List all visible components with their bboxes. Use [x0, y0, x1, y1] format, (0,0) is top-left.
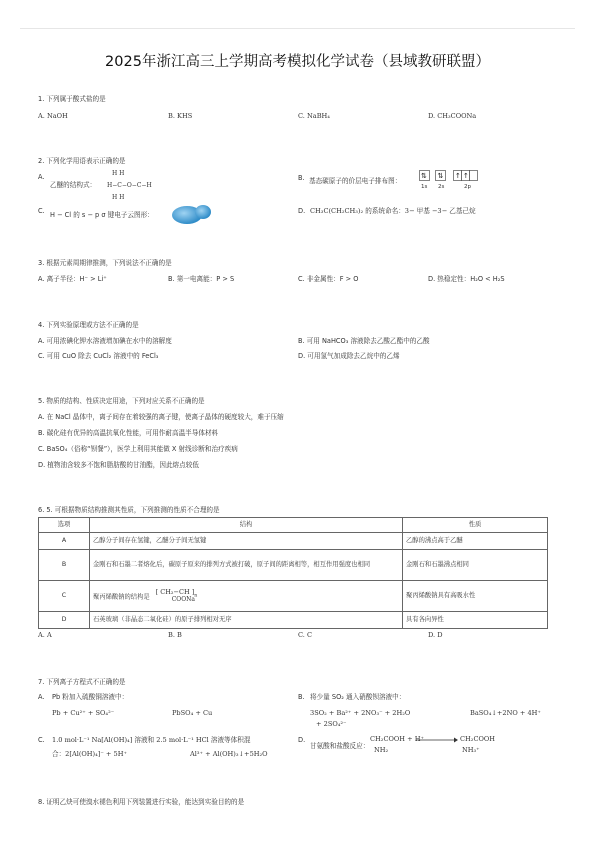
q7-c-equation-right: Al³⁺ + Al(OH)₃↓+5H₂O — [190, 750, 268, 758]
q7-b-equation-tail: + 2SO₄²⁻ — [316, 720, 347, 728]
table-row — [39, 612, 548, 629]
q3-option-d: D. 热稳定性：H₂O < H₂S — [428, 275, 505, 283]
q7-a-equation-left: Pb + Cu²⁺ + SO₄²⁻ — [52, 709, 115, 717]
q5-option-d: D. 植物油含较多不饱和脂肪酸的甘油酯，因此熔点较低 — [38, 461, 199, 469]
q7-option-c-label: C. — [38, 736, 45, 744]
row-c-key: C — [39, 581, 90, 612]
q1-option-b: B. KHS — [168, 112, 193, 120]
q4-option-d: D. 可用氢气加成除去乙烷中的乙烯 — [298, 352, 400, 360]
q2-option-d-label: D. — [298, 207, 306, 215]
q1-option-d: D. CH₃COONa — [428, 112, 477, 120]
q7-a-equation-right: PbSO₄ + Cu — [172, 709, 213, 717]
question-8-stem: 8. 证明乙炔可使溴水褪色利用下列装置进行实验，能达到实验目的的是 — [38, 798, 245, 806]
table-header-property: 性质 — [403, 518, 548, 533]
row-c-structure-cell — [90, 581, 403, 612]
svg-text:⇅: ⇅ — [437, 172, 444, 180]
q6-option-b: B. B — [168, 631, 182, 639]
q7-d-equation-left-sub: NH₂ — [374, 746, 389, 754]
question-2-stem: 2. 下列化学用语表示正确的是 — [38, 157, 126, 165]
q2-option-b-text: 基态碳原子的价层电子排布图： — [309, 177, 402, 185]
svg-text:⇅: ⇅ — [421, 172, 427, 180]
orbital-label-2s: 2s — [438, 184, 445, 190]
row-a-property: 乙醇的沸点高于乙醚 — [403, 533, 548, 550]
q7-option-a-label: A. — [38, 693, 45, 701]
q3-option-c: C. 非金属性：F > O — [298, 275, 359, 283]
row-d-key: D — [39, 612, 90, 629]
q7-option-b-label: B. — [298, 693, 305, 701]
header-rule — [20, 28, 575, 29]
q7-d-equation-right: CH₂COOH — [460, 735, 496, 743]
q7-d-equation-left: CH₂COOH + H⁺ — [370, 735, 424, 743]
row-a-structure: 乙醇分子间存在氢键，乙醚分子间无氢键 — [90, 533, 403, 550]
row-c-property: 聚丙烯酸钠具有高吸水性 — [403, 581, 548, 612]
q7-option-b-text: 将少量 SO₂ 通入硝酸钡溶液中： — [310, 693, 406, 701]
question-3-stem: 3. 根据元素周期律推测，下列说法不正确的是 — [38, 259, 172, 267]
q2-option-d-text: CH₃C(CH₂CH₃)₂ 的系统命名：3− 甲基 −3− 乙基己烷 — [310, 207, 476, 215]
question-7-stem: 7. 下列离子方程式不正确的是 — [38, 678, 126, 686]
q7-option-c-text: 1.0 mol·L⁻¹ Na[Al(OH)₄] 溶液和 2.5 mol·L⁻¹ HCl 溶液等体积混 — [52, 736, 251, 744]
q4-option-c: C. 可用 CuO 除去 CuCl₂ 溶液中的 FeCl₃ — [38, 352, 159, 360]
q2-ether-formula-bottom: H H — [112, 194, 125, 201]
table-header-option: 选项 — [39, 518, 90, 533]
q2-option-c-label: C. — [38, 207, 45, 215]
orbital-label-2p: 2p — [464, 184, 471, 190]
q4-option-a: A. 可用浓碘化钾水溶液增加碘在水中的溶解度 — [38, 337, 172, 345]
question-5-stem: 5. 物质的结构、性质决定用途，下列对应关系不正确的是 — [38, 397, 205, 405]
row-b-property: 金刚石和石墨沸点相同 — [403, 550, 548, 581]
q5-option-c: C. BaSO₄（俗称“钡餐”），医学上利用其能做 X 射线诊断和治疗疾病 — [38, 445, 238, 453]
q6-option-c: C. C — [298, 631, 313, 639]
q7-b-equation-left: 3SO₂ + Ba²⁺ + 2NO₃⁻ + 2H₂O — [310, 709, 411, 717]
q4-option-b: B. 可用 NaHCO₃ 溶液除去乙酸乙酯中的乙酸 — [298, 337, 430, 345]
q2-option-a-label: A. — [38, 173, 45, 181]
q5-option-a: A. 在 NaCl 晶体中，离子间存在着较强的离子键，使离子晶体的硬度较大，难于压缩 — [38, 413, 284, 421]
table-row — [39, 581, 548, 612]
polymer-sidegroup: COONa — [171, 596, 195, 603]
polymer-formula — [156, 588, 198, 605]
q3-option-b: B. 第一电离能：P > S — [168, 275, 235, 283]
question-6-stem: 6. 5. 可根据物质结构推测其性质，下列推测的性质不合理的是 — [38, 506, 220, 514]
polymer-main: [ CH₂−CH ]$_n$ — [155, 587, 198, 598]
table-header-structure: 结构 — [90, 518, 403, 533]
q6-table — [38, 517, 548, 629]
q7-option-d-text: 甘氨酸和盐酸反应： — [310, 742, 370, 750]
q7-b-equation-right: BaSO₄↓+2NO + 4H⁺ — [470, 709, 541, 717]
row-c-structure: 聚丙烯酸钠的结构是 — [93, 593, 150, 600]
q2-ether-formula-top: H H — [112, 170, 125, 177]
q3-option-a: A. 离子半径：H⁻ > Li⁺ — [38, 275, 107, 283]
table-header-row — [39, 518, 548, 533]
row-b-key: B — [39, 550, 90, 581]
q5-option-b: B. 碳化硅有优异的高温抗氧化性能，可用作耐高温半导体材料 — [38, 429, 219, 437]
q7-option-d-label: D. — [298, 736, 306, 744]
row-a-key: A — [39, 533, 90, 550]
row-d-property: 具有各向异性 — [403, 612, 548, 629]
row-b-structure: 金刚石和石墨二者熔化后，碳原子原来的排列方式被打破，原子间的距离相等，相互作用强度也相同 — [90, 550, 403, 581]
table-row — [39, 533, 548, 550]
q1-option-a: A. NaOH — [38, 112, 68, 120]
q7-option-a-text: Pb 粉加入硫酸铜溶液中： — [52, 693, 129, 701]
row-d-structure: 石英玻璃（非晶态二氧化硅）的原子排列相对无序 — [90, 612, 403, 629]
q6-option-d: D. D — [428, 631, 443, 639]
q2-option-c-text: H − Cl 的 s − p σ 键电子云图形： — [50, 211, 154, 219]
q2-ether-formula-mid: H−C−O−C−H — [107, 182, 152, 189]
svg-text:↑: ↑ — [455, 172, 461, 180]
question-1-stem: 1. 下列属于酸式盐的是 — [38, 95, 106, 103]
q2-option-a-text: 乙醚的结构式： — [50, 181, 97, 189]
table-row — [39, 550, 548, 581]
sp-sigma-cloud-image — [170, 202, 216, 226]
page-title: 2025年浙江高三上学期高考模拟化学试卷（县域教研联盟） — [105, 54, 490, 70]
question-4-stem: 4. 下列实验原理或方法不正确的是 — [38, 321, 139, 329]
q6-option-a: A. A — [38, 631, 52, 639]
q2-option-b-label: B. — [298, 174, 305, 182]
orbital-label-1s: 1s — [421, 184, 428, 190]
q7-d-equation-right-sub: NH₃⁺ — [462, 746, 480, 754]
reaction-arrow-icon — [416, 736, 458, 744]
svg-text:↑: ↑ — [463, 172, 469, 180]
q7-option-c-text2: 合：2[Al(OH)₄]⁻ + 5H⁺ — [52, 750, 127, 758]
q1-option-c: C. NaBH₄ — [298, 112, 330, 120]
